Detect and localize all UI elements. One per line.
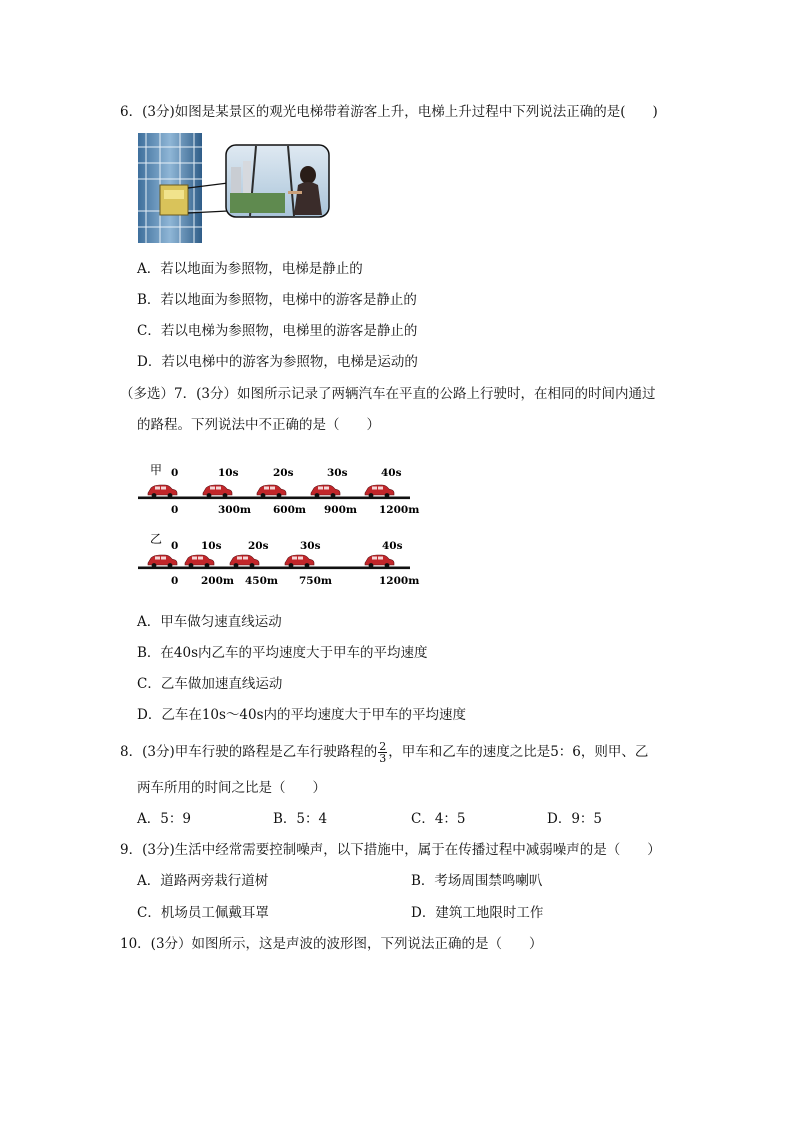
q7-stem-line2: 的路程。下列说法中不正确的是（ ）: [137, 417, 380, 433]
car-b-time-1: 10s: [201, 540, 222, 552]
car-b-mark-1: [185, 555, 214, 568]
q8-options: [137, 810, 637, 828]
q8-option-a: A．5：9: [137, 811, 191, 827]
car-a-time-0: 0: [171, 467, 179, 479]
q9-option-c: C．机场员工佩戴耳罩: [137, 905, 269, 921]
q8-fraction-numerator: 2: [379, 740, 387, 753]
q7-option-d: D．乙车在10s～40s内的平均速度大于甲车的平均速度: [137, 707, 467, 723]
q8-option-b: B．5：4: [273, 811, 328, 827]
q8-stem-pre: 8．(3分)甲车行驶的路程是乙车行驶路程的: [120, 744, 378, 760]
car-a-road: [138, 497, 410, 500]
q6-option-b: B．若以地面为参照物，电梯中的游客是静止的: [137, 292, 417, 308]
car-b-time-2: 20s: [248, 540, 269, 552]
car-b-label: 乙: [150, 532, 163, 546]
car-a-dist-3: 900m: [324, 504, 358, 516]
car-a-dist-0: 0: [171, 504, 179, 516]
q8-option-d: D．9：5: [547, 811, 603, 827]
q7-option-a: A．甲车做匀速直线运动: [137, 614, 282, 630]
car-a-dist-4: 1200m: [379, 504, 420, 516]
car-b-road: [138, 567, 410, 570]
q9-option-d: D．建筑工地限时工作: [411, 905, 544, 921]
car-b-mark-3: [285, 555, 314, 568]
car-b-dist-3: 750m: [299, 575, 333, 587]
q8-option-c: C．4：5: [411, 811, 466, 827]
q8-stem-line1: [120, 741, 648, 764]
car-a-label: 甲: [150, 463, 163, 477]
q6-option-d: D．若以电梯中的游客为参照物，电梯是运动的: [137, 354, 418, 370]
car-a-mark-0: [148, 485, 177, 498]
elevator-photo: [138, 133, 331, 243]
car-b-dist-2: 450m: [245, 575, 279, 587]
car-b-time-4: 40s: [382, 540, 403, 552]
q8-stem-post: ，甲车和乙车的速度之比是5：6，则甲、乙: [388, 744, 649, 760]
car-b-mark-2: [230, 555, 259, 568]
q9-options-row2: [137, 904, 637, 922]
car-b-mark-4: [365, 555, 394, 568]
car-a-mark-2: [257, 485, 286, 498]
q7-option-b: B．在40s内乙车的平均速度大于甲车的平均速度: [137, 645, 428, 661]
q6-option-a: A．若以地面为参照物，电梯是静止的: [137, 261, 363, 277]
car-b-dist-1: 200m: [201, 575, 235, 587]
car-a-mark-4: [365, 485, 394, 498]
car-a-dist-2: 600m: [273, 504, 307, 516]
car-b-dist-0: 0: [171, 575, 179, 587]
car-b-time-3: 30s: [300, 540, 321, 552]
car-motion-diagram: [130, 458, 430, 593]
car-a-time-4: 40s: [381, 467, 402, 479]
q8-fraction-denominator: 3: [379, 752, 387, 765]
q6-option-c: C．若以电梯为参照物，电梯里的游客是静止的: [137, 323, 418, 339]
q9-option-a: A．道路两旁栽行道树: [137, 873, 269, 889]
car-a-mark-1: [203, 485, 232, 498]
car-a-time-2: 20s: [273, 467, 294, 479]
car-a-time-1: 10s: [218, 467, 239, 479]
q8-fraction: [378, 741, 387, 764]
q8-stem-line2: 两车所用的时间之比是（ ）: [137, 780, 326, 796]
q10-stem: 10．(3分）如图所示，这是声波的波形图，下列说法正确的是（ ）: [120, 936, 543, 952]
car-a-time-3: 30s: [327, 467, 348, 479]
q7-stem-line1: （多选）7．(3分）如图所示记录了两辆汽车在平直的公路上行驶时，在相同的时间内通过: [120, 386, 656, 402]
car-b-dist-4: 1200m: [379, 575, 420, 587]
car-a-mark-3: [311, 485, 340, 498]
car-a-dist-1: 300m: [218, 504, 252, 516]
car-b-mark-0: [148, 555, 177, 568]
q6-stem: 6．(3分)如图是某景区的观光电梯带着游客上升，电梯上升过程中下列说法正确的是( ): [120, 104, 658, 120]
q9-options-row1: [137, 872, 637, 890]
car-b-time-0: 0: [171, 540, 179, 552]
q9-stem: 9．(3分)生活中经常需要控制噪声，以下措施中，属于在传播过程中减弱噪声的是（ ）: [120, 842, 661, 858]
q7-option-c: C．乙车做加速直线运动: [137, 676, 283, 692]
q9-option-b: B．考场周围禁鸣喇叭: [411, 873, 543, 889]
